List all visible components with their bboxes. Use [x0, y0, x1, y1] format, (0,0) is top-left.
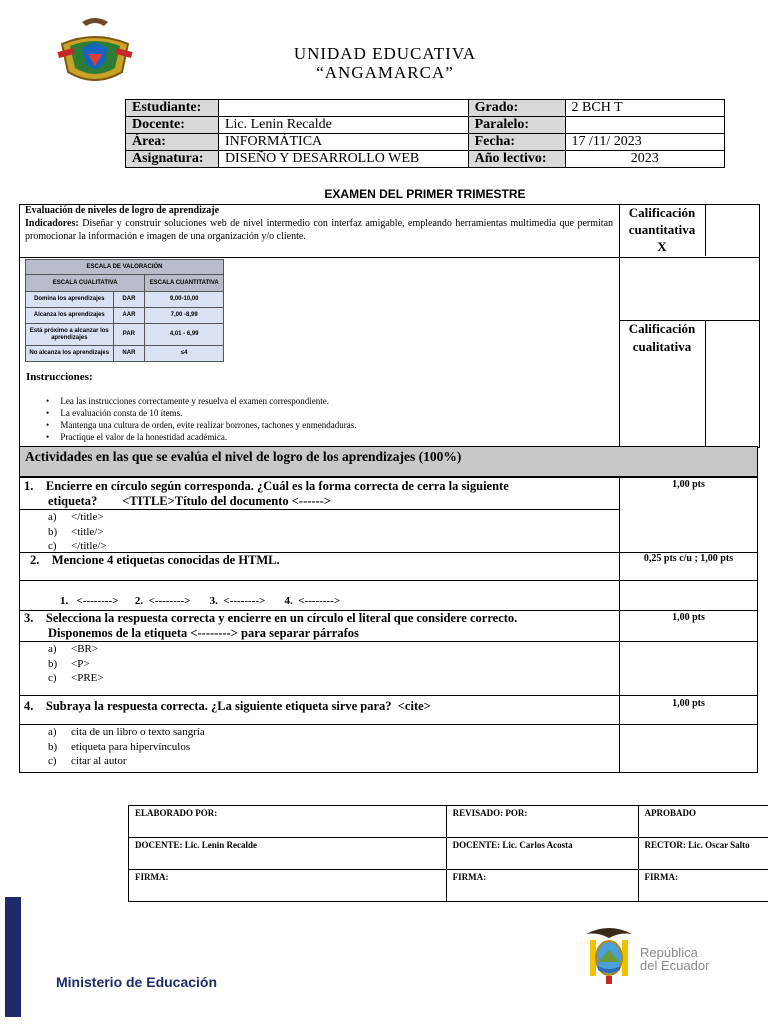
- estudiante-label: Estudiante:: [126, 100, 219, 117]
- question-4-points: 1,00 pts: [672, 698, 705, 709]
- asignatura-value: DISEÑO Y DESARROLLO WEB: [218, 151, 468, 168]
- list-item[interactable]: c) </title/>: [48, 540, 107, 552]
- escala-row-range: 7,00 -8,99: [145, 308, 224, 324]
- calificacion-cualitativa-label: [619, 320, 706, 447]
- points-column-divider: [619, 477, 620, 773]
- area-value: INFORMÁTICA: [218, 134, 468, 151]
- row-divider: [19, 695, 758, 696]
- fecha-label: Fecha:: [468, 134, 565, 151]
- activities-header: [19, 446, 758, 477]
- student-info-table: [125, 99, 725, 168]
- exam-title: EXAMEN DEL PRIMER TRIMESTRE: [324, 187, 526, 201]
- activities-header-text: Actividades en las que se evalúa el nivel de logro de los aprendizajes (100%): [25, 449, 462, 464]
- question-3-line1: 3. Selecciona la respuesta correcta y encierre en un círculo el literal que considere correcto.: [24, 611, 518, 625]
- list-item: • La evaluación consta de 10 ítems.: [46, 408, 183, 418]
- firma-field[interactable]: FIRMA:: [446, 870, 638, 902]
- indicadores-label: Indicadores:: [25, 218, 79, 229]
- question-1-line2: etiqueta? <TITLE>Título del documento <------>: [48, 494, 332, 508]
- question-3-line2: Disponemos de la etiqueta <--------> para separar párrafos: [48, 626, 359, 640]
- cualitativa-line1: Calificación: [628, 321, 696, 336]
- rector-signature: RECTOR: Lic. Oscar Salto: [638, 838, 768, 870]
- school-name-line1: UNIDAD EDUCATIVA: [293, 44, 477, 63]
- escala-row-desc: Alcanza los aprendizajes: [26, 308, 114, 324]
- anio-label: Año lectivo:: [468, 151, 565, 168]
- footer-accent-bar: [5, 897, 21, 1017]
- school-name: [200, 44, 570, 82]
- instrucciones-list: [26, 395, 616, 443]
- aprobado-label: APROBADO: [638, 806, 768, 838]
- escala-row-code: AAR: [113, 308, 145, 324]
- grado-value: 2 BCH T: [565, 100, 724, 117]
- docente-value: Lic. Lenin Recalde: [218, 117, 468, 134]
- row-divider: [19, 641, 758, 642]
- escala-title: ESCALA DE VALORACIÓN: [26, 260, 224, 275]
- escala-col-cuantitativa: ESCALA CUANTITATIVA: [145, 275, 224, 292]
- escala-row-code: DAR: [113, 292, 145, 308]
- list-item[interactable]: b) etiqueta para hipervínculos: [48, 740, 191, 753]
- question-1-points: 1,00 pts: [672, 479, 705, 490]
- question-3-points: 1,00 pts: [672, 612, 705, 623]
- fecha-value: 17 /11/ 2023: [565, 134, 724, 151]
- instrucciones: [26, 371, 616, 443]
- question-1: [24, 479, 619, 509]
- row-divider: [19, 509, 619, 510]
- evaluation-title: Evaluación de niveles de logro de aprendizaje: [25, 205, 220, 216]
- question-4-options: [48, 725, 205, 769]
- list-item: • Lea las instrucciones correctamente y resuelva el examen correspondiente.: [46, 396, 330, 406]
- list-item[interactable]: c) <PRE>: [48, 672, 104, 684]
- school-logo: [52, 14, 138, 86]
- list-item[interactable]: b) <P>: [48, 657, 90, 670]
- docente1-signature: DOCENTE: Lic. Lenin Recalde: [129, 838, 447, 870]
- instrucciones-label: Instrucciones:: [26, 371, 93, 383]
- question-4: 4. Subraya la respuesta correcta. ¿La siguiente etiqueta sirve para? <cite>: [24, 699, 431, 713]
- list-item[interactable]: a) <BR>: [48, 643, 99, 655]
- escala-row-desc: Está próximo a alcanzar los aprendizajes: [26, 324, 114, 346]
- estudiante-field[interactable]: [218, 100, 468, 117]
- escala-table: [25, 259, 224, 362]
- calificacion-cuantitativa-label: [619, 204, 706, 256]
- republica-line2: del Ecuador: [640, 958, 710, 973]
- cuantitativa-line2: cuantitativa: [628, 222, 696, 237]
- list-item[interactable]: b) <title/>: [48, 525, 104, 538]
- row-divider: [19, 580, 758, 581]
- list-item[interactable]: c) citar al autor: [48, 755, 127, 767]
- question-2-points: 0,25 pts c/u ; 1,00 pts: [643, 553, 734, 564]
- elaborado-label: ELABORADO POR:: [129, 806, 447, 838]
- escala-col-cualitativa: ESCALA CUALITATIVA: [26, 275, 145, 292]
- republica-line1: República: [640, 945, 698, 960]
- area-label: Área:: [126, 134, 219, 151]
- paralelo-label: Paralelo:: [468, 117, 565, 134]
- escala-row-desc: No alcanza los aprendizajes: [26, 346, 114, 362]
- ministerio-label: Ministerio de Educación: [56, 974, 218, 990]
- evaluation-text: [25, 204, 613, 243]
- cualitativa-line2: cualitativa: [632, 339, 692, 354]
- firma-field[interactable]: FIRMA:: [129, 870, 447, 902]
- revisado-label: REVISADO: POR:: [446, 806, 638, 838]
- escala-row-desc: Domina los aprendizajes: [26, 292, 114, 308]
- calificacion-cuantitativa-field[interactable]: [706, 205, 758, 256]
- docente2-signature: DOCENTE: Lic. Carlos Acosta: [446, 838, 638, 870]
- paralelo-field[interactable]: [565, 117, 724, 134]
- escala-row-code: PAR: [113, 324, 145, 346]
- question-3-options: [48, 642, 104, 686]
- anio-value: 2023: [565, 151, 724, 168]
- ecuador-coat-of-arms-icon: [580, 922, 638, 986]
- escala-row-range: ≤4: [145, 346, 224, 362]
- school-crest-icon: [52, 14, 138, 86]
- cuantitativa-mark: X: [657, 239, 667, 254]
- escala-row-range: 9,00-10,00: [145, 292, 224, 308]
- question-3: [24, 611, 619, 641]
- cuantitativa-line1: Calificación: [628, 205, 696, 220]
- question-1-line1: 1. Encierre en círculo según corresponda. ¿Cuál es la forma correcta de cerra la siguiente: [24, 479, 509, 493]
- school-name-line2: “ANGAMARCA”: [316, 63, 454, 82]
- firma-field[interactable]: FIRMA:: [638, 870, 768, 902]
- list-item: • Mantenga una cultura de orden, evite realizar borrones, tachones y enmendaduras.: [46, 420, 357, 430]
- list-item[interactable]: a) cita de un libro o texto sangría: [48, 726, 205, 738]
- list-item: • Practique el valor de la honestidad académica.: [46, 432, 228, 442]
- asignatura-label: Asignatura:: [126, 151, 219, 168]
- question-2: 2. Mencione 4 etiquetas conocidas de HTML.: [30, 553, 280, 567]
- grado-label: Grado:: [468, 100, 565, 117]
- divider: [19, 257, 619, 258]
- question-2-blanks[interactable]: 1. <--------> 2. <--------> 3. <--------> 4. <-------->: [60, 595, 341, 607]
- escala-row-range: 4,01 - 6,99: [145, 324, 224, 346]
- docente-label: Docente:: [126, 117, 219, 134]
- indicadores-text: Diseñar y construir soluciones web de nivel intermedio con interfaz amigable, empleando herramientas multimedia que permitan promocionar la información e imagen de una organización y/o cliente.: [25, 218, 614, 242]
- right-empty-box: [619, 256, 760, 320]
- signatures-table: [128, 805, 768, 902]
- escala-row-code: NAR: [113, 346, 145, 362]
- list-item[interactable]: a) </title>: [48, 511, 104, 523]
- question-1-options: [48, 510, 107, 554]
- republica-label: [640, 946, 709, 972]
